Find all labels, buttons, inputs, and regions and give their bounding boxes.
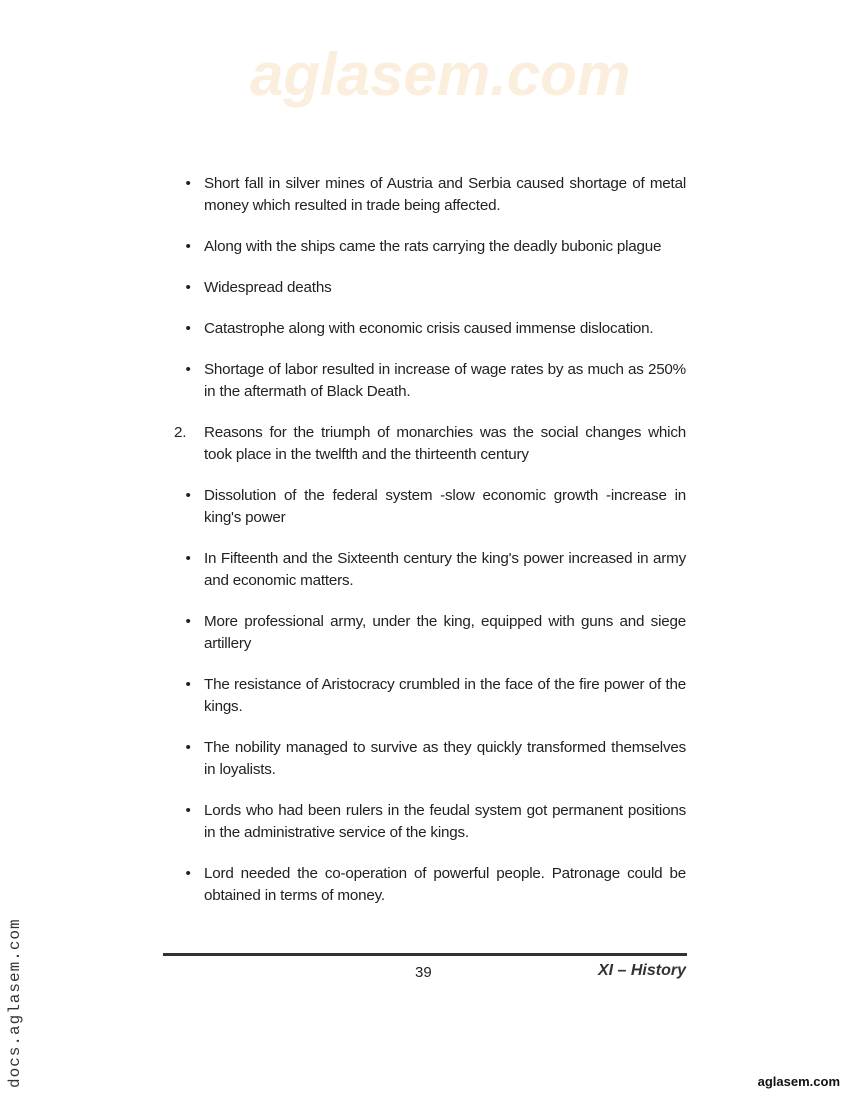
list-item [185, 800, 686, 844]
watermark: aglasem.com [250, 41, 631, 108]
content-list [174, 173, 686, 926]
list-item [185, 548, 686, 592]
item-text: More professional army, under the king, equipped with guns and siege artillery [204, 613, 686, 652]
item-text: Reasons for the triumph of monarchies was the social changes which took place in the twelfth and the thirteenth century [204, 424, 686, 463]
bullet-icon: • [185, 487, 191, 504]
list-item [185, 485, 686, 529]
list-item [185, 359, 686, 403]
list-item [185, 277, 686, 299]
item-text: Along with the ships came the rats carrying the deadly bubonic plague [204, 238, 662, 255]
list-item [185, 236, 686, 258]
bullet-icon: • [185, 865, 191, 882]
bullet-icon: • [185, 238, 191, 255]
page-number: 39 [415, 964, 432, 981]
item-text: Lords who had been rulers in the feudal system got permanent positions in the administrative service of the kings. [204, 802, 686, 841]
bullet-icon: • [185, 739, 191, 756]
list-item [185, 737, 686, 781]
item-text: In Fifteenth and the Sixteenth century the king's power increased in army and economic matters. [204, 550, 686, 589]
item-text: Widespread deaths [204, 279, 332, 296]
item-text: Catastrophe along with economic crisis caused immense dislocation. [204, 320, 654, 337]
bullet-icon: • [185, 279, 191, 296]
item-number: 2. [174, 424, 187, 441]
list-item [185, 173, 686, 217]
list-item [185, 674, 686, 718]
side-url: docs.aglasem.com [6, 918, 24, 1088]
footer-rule [163, 953, 687, 956]
bullet-icon: • [185, 361, 191, 378]
item-text: The resistance of Aristocracy crumbled in the face of the fire power of the kings. [204, 676, 686, 715]
list-item [185, 318, 686, 340]
bullet-icon: • [185, 802, 191, 819]
bullet-icon: • [185, 175, 191, 192]
footer-subject: XI – History [597, 962, 686, 979]
item-text: Shortage of labor resulted in increase of wage rates by as much as 250% in the aftermath of Black Death. [204, 361, 686, 400]
bullet-icon: • [185, 550, 191, 567]
bullet-icon: • [185, 320, 191, 337]
list-item [185, 611, 686, 655]
bullet-icon: • [185, 613, 191, 630]
list-item [174, 422, 686, 466]
item-text: Dissolution of the federal system -slow economic growth -increase in king's power [204, 487, 686, 526]
brand-label: aglasem.com [757, 1074, 840, 1089]
item-text: Lord needed the co-operation of powerful people. Patronage could be obtained in terms of money. [204, 865, 686, 904]
list-item [185, 863, 686, 907]
bullet-icon: • [185, 676, 191, 693]
item-text: The nobility managed to survive as they quickly transformed themselves in loyalists. [204, 739, 686, 778]
item-text: Short fall in silver mines of Austria and Serbia caused shortage of metal money which resulted in trade being affected. [204, 175, 686, 214]
